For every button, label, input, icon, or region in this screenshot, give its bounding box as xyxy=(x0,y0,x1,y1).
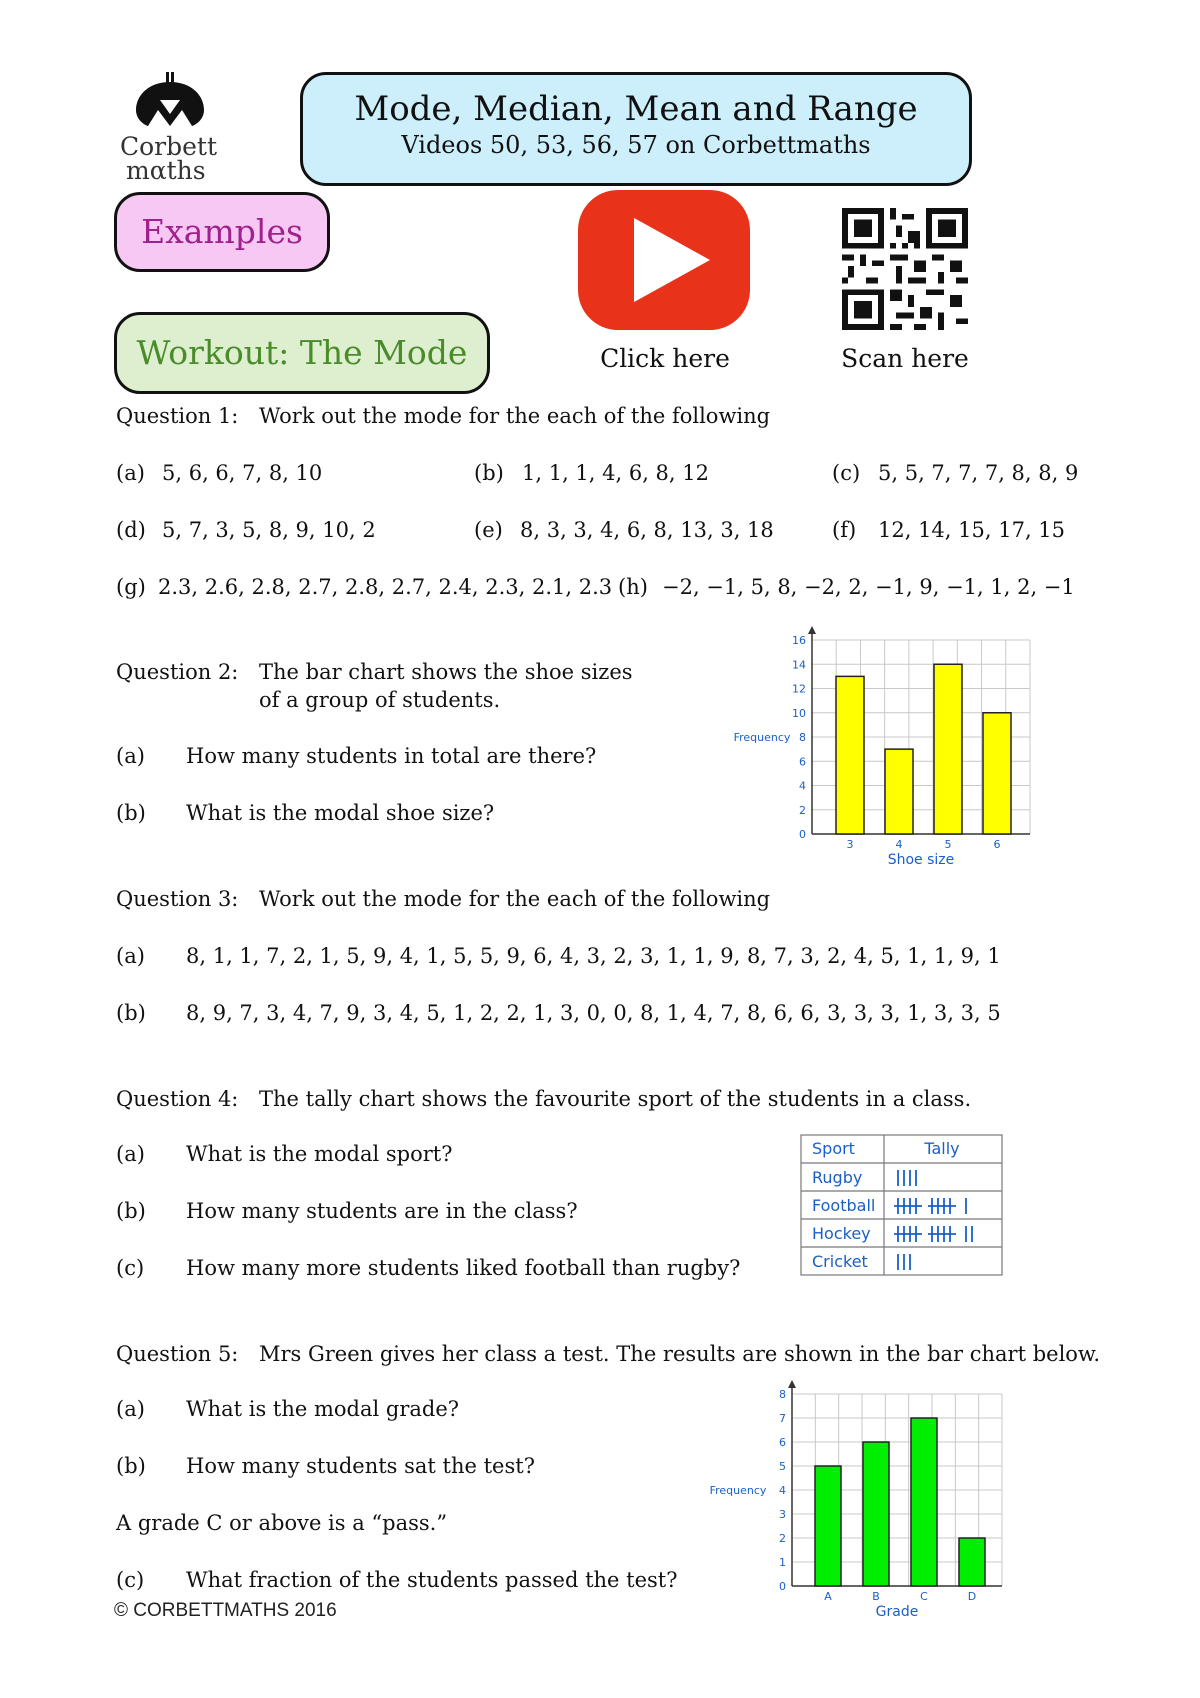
footer-copyright: © CORBETTMATHS 2016 xyxy=(114,1600,337,1621)
q4c-letter: (c) xyxy=(116,1256,145,1280)
qr-code-icon xyxy=(842,208,968,330)
chart1-y-tick-label: 16 xyxy=(792,634,806,647)
q2-text-line1: The bar chart shows the shoe sizes xyxy=(259,660,633,684)
chart2-bar xyxy=(863,1442,889,1586)
q3a-values: 8, 1, 1, 7, 2, 1, 5, 9, 4, 1, 5, 5, 9, 6, 4, 3, 2, 3, 1, 1, 9, 8, 7, 3, 2, 4, 5, 1, 1, 9, 1 xyxy=(186,944,1001,968)
chart2-y-axis-label: Frequency xyxy=(709,1484,767,1497)
q2-text-line2: of a group of students. xyxy=(259,688,501,712)
chart1-x-tick-label: 5 xyxy=(944,838,952,851)
q5a-letter: (a) xyxy=(116,1397,145,1421)
q3-label: Question 3: xyxy=(116,887,239,911)
chart1-bar xyxy=(983,713,1011,834)
q3b-letter: (b) xyxy=(116,1001,146,1025)
q1e-letter: (e) xyxy=(474,518,503,542)
chart1-y-tick-label: 8 xyxy=(799,731,806,744)
chart1-y-tick-label: 6 xyxy=(799,755,806,769)
examples-button[interactable] xyxy=(114,192,330,272)
tally-sport-name: Hockey xyxy=(812,1224,871,1243)
chart1-y-axis-arrow xyxy=(808,626,816,634)
q1c-values: 5, 5, 7, 7, 7, 8, 8, 9 xyxy=(878,461,1079,485)
qr-code[interactable] xyxy=(842,208,968,330)
q5c-text: What fraction of the students passed the test? xyxy=(186,1568,678,1592)
chart2-y-tick-label: 5 xyxy=(779,1460,786,1473)
q4b-letter: (b) xyxy=(116,1199,146,1223)
q1d-values: 5, 7, 3, 5, 8, 9, 10, 2 xyxy=(162,518,376,542)
chart2-x-tick-label: B xyxy=(872,1590,880,1603)
chart1-x-tick-label: 3 xyxy=(846,838,854,851)
chart1-y-tick-label: 2 xyxy=(799,803,806,817)
chart2-bar xyxy=(911,1418,937,1586)
tally-sport-name: Cricket xyxy=(812,1252,868,1271)
chart1-y-tick-label: 10 xyxy=(792,706,806,720)
q4-label: Question 4: xyxy=(116,1087,239,1111)
corbettmaths-logo xyxy=(112,70,222,188)
chart1-bar xyxy=(836,676,864,834)
logo-emblem-icon xyxy=(130,70,210,134)
chart1-bar xyxy=(934,664,962,834)
chart1-y-tick-label: 14 xyxy=(792,658,806,672)
chart2-y-tick-label: 0 xyxy=(779,1580,786,1593)
q4-text: The tally chart shows the favourite sport of the students in a class. xyxy=(259,1087,972,1111)
chart1-y-tick-label: 12 xyxy=(792,682,806,696)
q3a-letter: (a) xyxy=(116,944,145,968)
page-title: Mode, Median, Mean and Range xyxy=(354,89,918,129)
q1e-values: 8, 3, 3, 4, 6, 8, 13, 3, 18 xyxy=(520,518,774,542)
examples-label: Examples xyxy=(141,212,303,251)
video-caption[interactable]: Click here xyxy=(600,344,730,373)
chart2-y-tick-label: 2 xyxy=(779,1532,786,1545)
q1h-values: −2, −1, 5, 8, −2, 2, −1, 9, −1, 1, 2, −1 xyxy=(662,575,1075,599)
workout-label: Workout: The Mode xyxy=(136,333,468,372)
q3b-values: 8, 9, 7, 3, 4, 7, 9, 3, 4, 5, 1, 2, 2, 1, 3, 0, 0, 8, 1, 4, 7, 8, 6, 6, 3, 3, 3, 1, 3, 3, 5 xyxy=(186,1001,1001,1025)
tally-sport-name: Football xyxy=(812,1196,876,1215)
chart2-y-tick-label: 1 xyxy=(779,1556,786,1569)
q1c-letter: (c) xyxy=(832,461,861,485)
q4c-text: How many more students liked football than rugby? xyxy=(186,1256,741,1280)
q1-text: Work out the mode for the each of the following xyxy=(259,404,771,428)
tally-header-sport: Sport xyxy=(812,1139,855,1158)
chart2-y-tick-label: 8 xyxy=(779,1388,786,1401)
q1a-letter: (a) xyxy=(116,461,145,485)
shoe-size-bar-chart xyxy=(720,622,1040,870)
q5-note: A grade C or above is a “pass.” xyxy=(116,1511,448,1535)
video-play-button[interactable] xyxy=(578,190,750,330)
chart1-y-tick-label: 4 xyxy=(799,779,806,793)
q2a-letter: (a) xyxy=(116,744,145,768)
chart2-x-tick-label: D xyxy=(967,1590,977,1603)
q2a-text: How many students in total are there? xyxy=(186,744,597,768)
chart1-y-axis-label: Frequency xyxy=(733,731,791,744)
q1g-letter: (g) xyxy=(116,575,146,599)
chart1-y-tick-label: 0 xyxy=(799,828,806,841)
q1h-letter: (h) xyxy=(618,575,648,599)
q1g-values: 2.3, 2.6, 2.8, 2.7, 2.8, 2.7, 2.4, 2.3, 2.1, 2.3 xyxy=(158,575,613,599)
chart1-bar xyxy=(885,749,913,834)
chart2-y-tick-label: 7 xyxy=(779,1412,786,1425)
qr-caption: Scan here xyxy=(841,344,969,373)
q5b-text: How many students sat the test? xyxy=(186,1454,535,1478)
q2b-letter: (b) xyxy=(116,801,146,825)
q5a-text: What is the modal grade? xyxy=(186,1397,460,1421)
q5-text: Mrs Green gives her class a test. The results are shown in the bar chart below. xyxy=(259,1342,1101,1366)
q5-label: Question 5: xyxy=(116,1342,239,1366)
chart2-y-tick-label: 6 xyxy=(779,1436,786,1449)
chart2-y-axis-arrow xyxy=(788,1380,796,1388)
logo-text-line2: mαths xyxy=(126,156,206,185)
chart1-x-tick-label: 6 xyxy=(993,838,1001,851)
chart2-y-tick-label: 3 xyxy=(779,1508,786,1521)
q5c-letter: (c) xyxy=(116,1568,145,1592)
q1d-letter: (d) xyxy=(116,518,146,542)
q5b-letter: (b) xyxy=(116,1454,146,1478)
q1-label: Question 1: xyxy=(116,404,239,428)
q1f-letter: (f) xyxy=(832,518,857,542)
tally-chart xyxy=(800,1134,1004,1276)
chart1-x-axis-label: Shoe size xyxy=(887,852,955,868)
chart2-bar xyxy=(959,1538,985,1586)
chart2-y-tick-label: 4 xyxy=(779,1484,786,1497)
play-icon xyxy=(578,190,750,330)
workout-heading xyxy=(114,312,490,394)
chart2-x-axis-label: Grade xyxy=(875,1604,919,1620)
chart2-x-tick-label: C xyxy=(920,1590,928,1603)
logo-text-line1: Corbett xyxy=(120,132,218,161)
chart2-x-tick-label: A xyxy=(824,1590,832,1603)
q3-text: Work out the mode for the each of the following xyxy=(259,887,771,911)
q1a-values: 5, 6, 6, 7, 8, 10 xyxy=(162,461,323,485)
grade-bar-chart xyxy=(700,1378,1020,1622)
q1b-values: 1, 1, 1, 4, 6, 8, 12 xyxy=(522,461,709,485)
q1f-values: 12, 14, 15, 17, 15 xyxy=(878,518,1066,542)
tally-header-tally: Tally xyxy=(924,1139,960,1158)
tally-sport-name: Rugby xyxy=(812,1168,863,1187)
q2-label: Question 2: xyxy=(116,660,239,684)
header-box xyxy=(300,72,972,186)
q2b-text: What is the modal shoe size? xyxy=(186,801,495,825)
chart1-x-tick-label: 4 xyxy=(895,838,903,851)
q1b-letter: (b) xyxy=(474,461,504,485)
q4b-text: How many students are in the class? xyxy=(186,1199,578,1223)
chart2-bar xyxy=(815,1466,841,1586)
page-subtitle: Videos 50, 53, 56, 57 on Corbettmaths xyxy=(401,131,871,159)
q4a-letter: (a) xyxy=(116,1142,145,1166)
q4a-text: What is the modal sport? xyxy=(186,1142,453,1166)
